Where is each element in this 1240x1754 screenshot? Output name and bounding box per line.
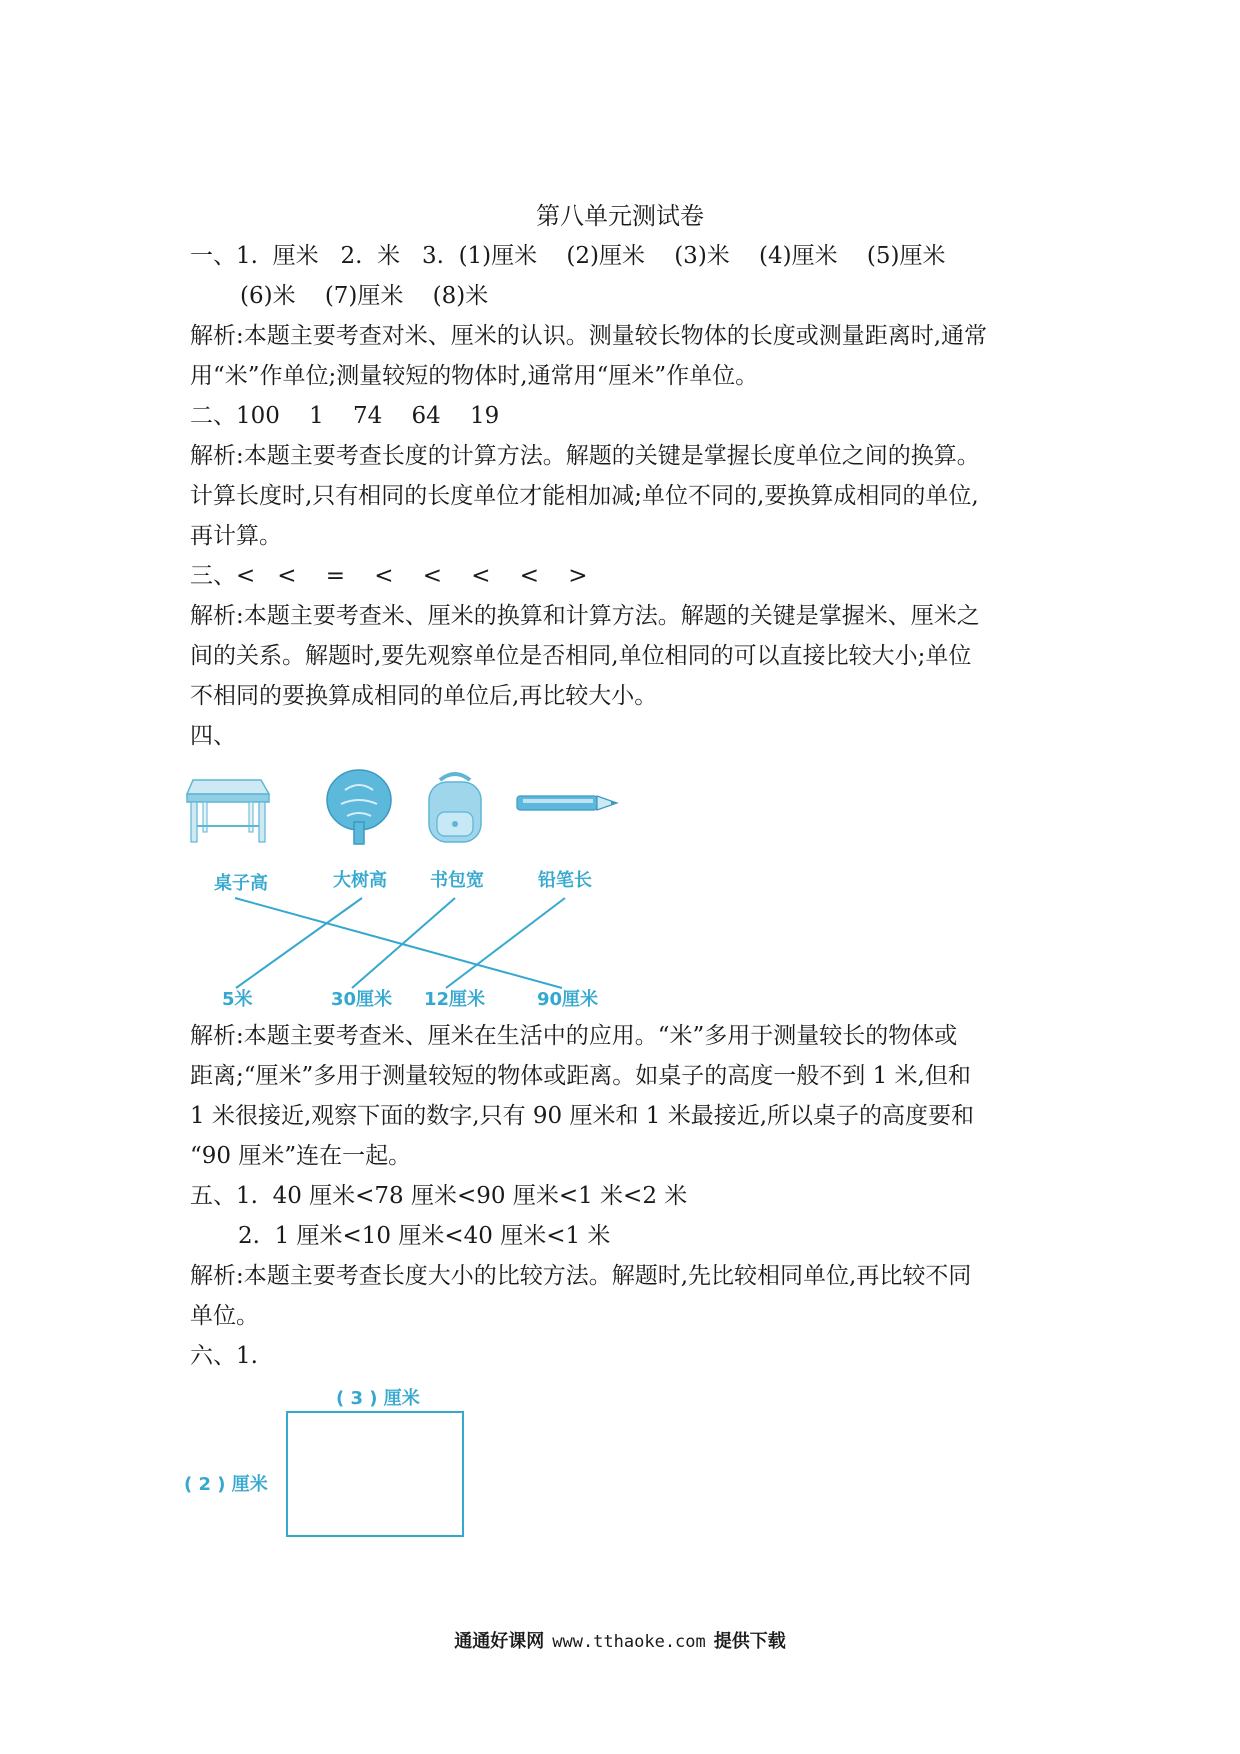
label-12cm: 12厘米 [424, 989, 486, 1010]
s4-analysis-line4: “90 厘米”连在一起。 [190, 1143, 412, 1169]
s3-analysis-line2: 间的关系。解题时,要先观察单位是否相同,单位相同的可以直接比较大小;单位 [190, 643, 972, 669]
footer-site-name: 通通好课网 [454, 1631, 545, 1652]
s1-analysis-line2: 用“米”作单位;测量较短的物体时,通常用“厘米”作单位。 [190, 363, 759, 389]
s5-analysis-line2: 单位。 [190, 1303, 259, 1329]
label-30cm: 30厘米 [331, 989, 393, 1010]
footer-suffix: 提供下载 [713, 1631, 786, 1652]
line-bag-30cm [352, 898, 455, 988]
label-tree-height: 大树高 [333, 870, 387, 891]
line-pencil-12cm [446, 898, 565, 988]
label-bag-width: 书包宽 [430, 870, 484, 891]
line-tree-5m [236, 898, 362, 988]
s4-analysis-line3: 1 米很接近,观察下面的数字,只有 90 厘米和 1 米最接近,所以桌子的高度要和 [190, 1103, 975, 1129]
s3-analysis-line1: 解析:本题主要考查米、厘米的换算和计算方法。解题的关键是掌握米、厘米之 [190, 603, 980, 629]
s6-heading: 六、1. [190, 1343, 258, 1369]
s2-analysis-line2: 计算长度时,只有相同的长度单位才能相加减;单位不同的,要换算成相同的单位, [190, 483, 979, 509]
s4-heading: 四、 [190, 723, 236, 749]
s2-analysis-line3: 再计算。 [190, 523, 282, 549]
s3-answer: 三、< < = < < < < > [190, 563, 588, 589]
line-table-90cm [235, 898, 562, 988]
label-table-height: 桌子高 [214, 873, 268, 894]
s3-analysis-line3: 不相同的要换算成相同的单位后,再比较大小。 [190, 683, 658, 709]
s5-analysis-line1: 解析:本题主要考查长度大小的比较方法。解题时,先比较相同单位,再比较不同 [190, 1263, 972, 1289]
s1-answer-line2: (6)米 (7)厘米 (8)米 [240, 283, 489, 309]
s1-answer-line1: 一、1. 厘米 2. 米 3. (1)厘米 (2)厘米 (3)米 (4)厘米 (5)厘米 [190, 243, 946, 269]
s2-answer: 二、100 1 74 64 19 [190, 403, 500, 429]
rectangle-left-label: ( 2 ) 厘米 [184, 1474, 268, 1495]
s2-analysis-line1: 解析:本题主要考查长度的计算方法。解题的关键是掌握长度单位之间的换算。 [190, 443, 980, 469]
footer [0, 1627, 1240, 1653]
s4-analysis-line1: 解析:本题主要考查米、厘米在生活中的应用。“米”多用于测量较长的物体或 [190, 1023, 958, 1049]
page-title: 第八单元测试卷 [536, 202, 704, 230]
label-pencil-length: 铅笔长 [538, 870, 592, 891]
s5-answer-line1: 五、1. 40 厘米<78 厘米<90 厘米<1 米<2 米 [190, 1183, 688, 1209]
s4-analysis-line2: 距离;“厘米”多用于测量较短的物体或距离。如桌子的高度一般不到 1 米,但和 [190, 1063, 971, 1089]
measured-rectangle [286, 1411, 464, 1537]
footer-url[interactable]: www.tthaoke.com [552, 1632, 706, 1652]
s5-answer-line2: 2. 1 厘米<10 厘米<40 厘米<1 米 [238, 1223, 611, 1249]
label-5m: 5米 [222, 989, 253, 1010]
label-90cm: 90厘米 [537, 989, 599, 1010]
s1-analysis-line1: 解析:本题主要考查对米、厘米的认识。测量较长物体的长度或测量距离时,通常 [190, 323, 988, 349]
rectangle-top-label: ( 3 ) 厘米 [336, 1388, 420, 1409]
